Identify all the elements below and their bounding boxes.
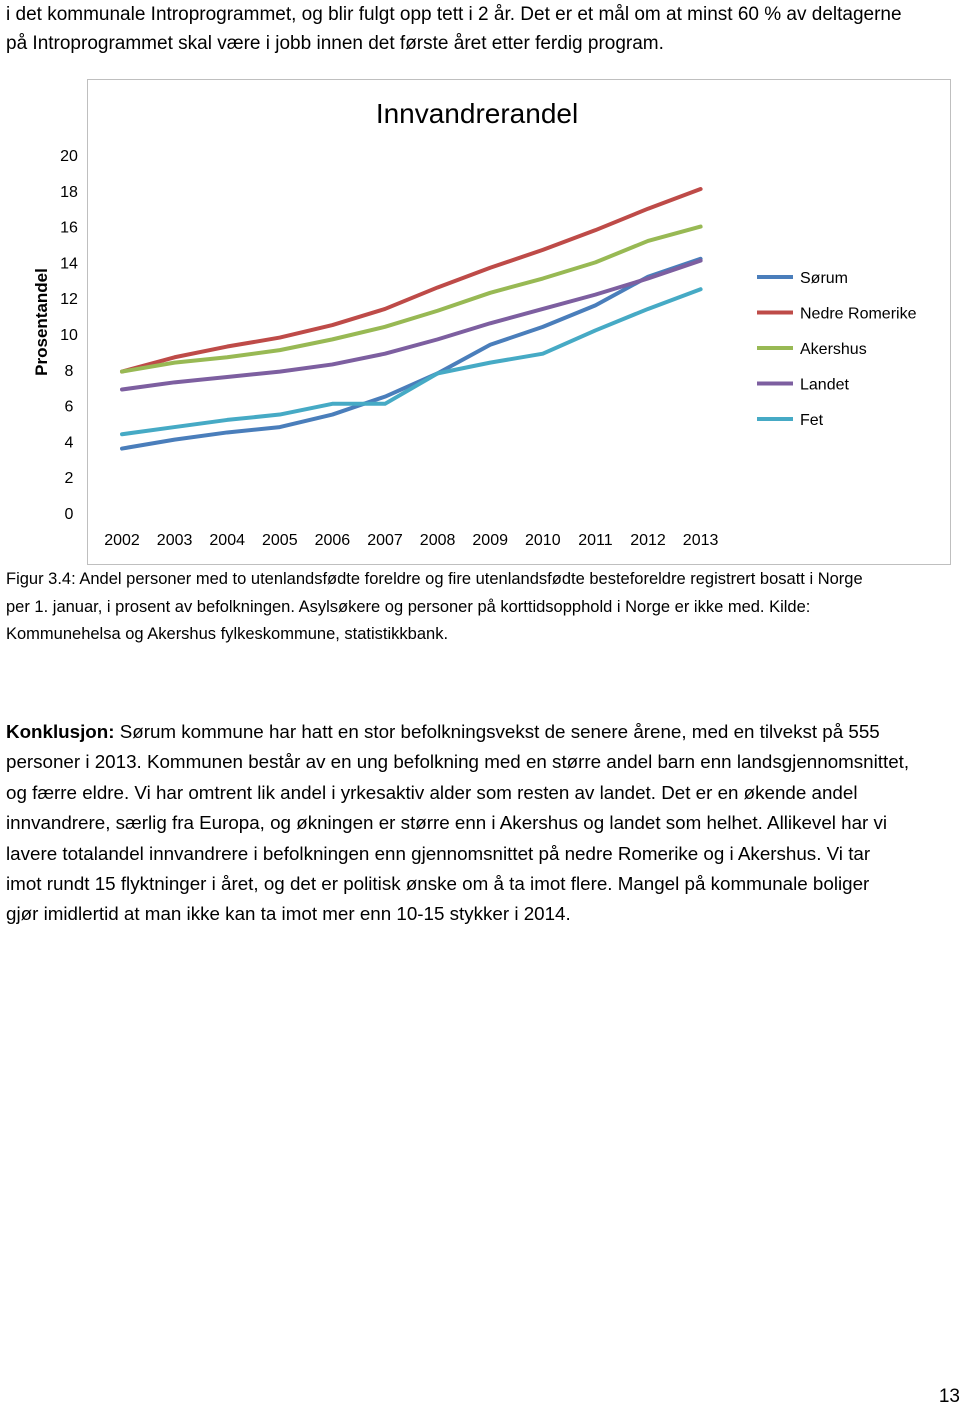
x-tick-label: 2006 [314, 532, 351, 549]
y-tick-label: 12 [60, 291, 78, 309]
conclusion-line: gjør imidlertid at man ikke kan ta imot mer enn 10-15 stykker i 2014. [6, 903, 571, 925]
chart-title: Innvandrerandel [375, 98, 579, 129]
y-tick-label: 20 [60, 148, 78, 165]
intro-line: i det kommunale Introprogrammet, og blir fulgt opp tett i 2 år. Det er et mål om at minst 60 % av deltagerne [6, 4, 902, 25]
y-tick-label: 8 [64, 362, 74, 380]
conclusion-line: Sørum kommune har hatt en stor befolkningsvekst de senere årene, med en tilvekst på 555 [114, 721, 880, 742]
conclusion-line: imot rundt 15 flyktninger i året, og det er politisk ønske om å ta imot flere. Mangel på kommunale boliger [6, 873, 870, 895]
conclusion-line: innvandrere, særlig fra Europa, og økningen er større enn i Akershus og landet som helhet. Allikevel har vi [6, 812, 888, 834]
series-line [122, 189, 701, 372]
chart-area [32, 79, 951, 565]
caption-line: Kommunehelsa og Akershus fylkeskommune, statistikkbank. [6, 625, 449, 643]
y-axis-label: Prosentandel [32, 268, 51, 376]
line-chart [0, 0, 960, 570]
conclusion-line: og færre eldre. Vi har omtrent lik andel i yrkesaktiv alder som resten av landet. Det er en økende andel [6, 781, 858, 803]
y-tick-label: 6 [64, 398, 74, 416]
series-lines [122, 189, 701, 449]
page-number: 13 [938, 1386, 960, 1407]
legend [757, 270, 917, 429]
y-tick-label: 16 [60, 219, 78, 237]
x-tick-label: 2003 [156, 532, 193, 549]
intro-line: på Introprogrammet skal være i jobb innen det første året etter ferdig program. [6, 33, 664, 54]
y-tick-label: 0 [64, 506, 74, 523]
legend-label: Fet [800, 412, 824, 429]
x-tick-label: 2013 [682, 532, 719, 549]
figure-caption [6, 566, 956, 649]
x-tick-label: 2005 [262, 532, 298, 549]
y-tick-label: 2 [64, 470, 74, 488]
conclusion-line: personer i 2013. Kommunen består av en ung befolkning med en større andel barn enn landsgjennomsnittet, [6, 751, 910, 773]
legend-label: Akershus [800, 341, 867, 358]
x-tick-label: 2002 [104, 532, 140, 549]
x-tick-label: 2009 [472, 532, 508, 549]
caption-line: per 1. januar, i prosent av befolkningen. Asylsøkere og personer på korttidsopphold i Norge er ikke med. Kilde: [6, 597, 811, 616]
y-tick-label: 4 [64, 434, 74, 452]
y-tick-label: 14 [60, 255, 78, 273]
x-tick-label: 2012 [630, 532, 666, 549]
legend-label: Nedre Romerike [800, 305, 917, 323]
x-tick-label: 2007 [367, 532, 403, 549]
y-tick-label: 10 [60, 327, 78, 344]
conclusion-paragraph [6, 717, 958, 930]
x-tick-label: 2011 [578, 532, 613, 549]
x-tick-label: 2004 [209, 532, 245, 549]
x-tick-label: 2008 [419, 532, 456, 549]
caption-line: Figur 3.4: Andel personer med to utenlandsfødte foreldre og fire utenlandsfødte besteforeldre registrert bosatt i Norge [6, 570, 863, 588]
y-tick-label: 18 [60, 183, 78, 201]
conclusion-line: lavere totalandel innvandrere i befolkningen enn gjennomsnittet på nedre Romerike og i Akershus. Vi tar [6, 842, 871, 864]
conclusion-label: Konklusjon: [6, 721, 115, 742]
series-line [122, 289, 701, 434]
legend-label: Landet [800, 376, 849, 394]
y-tick-labels [60, 148, 78, 523]
legend-label: Sørum [800, 270, 848, 287]
x-tick-labels [104, 532, 718, 549]
x-tick-label: 2010 [525, 532, 561, 549]
